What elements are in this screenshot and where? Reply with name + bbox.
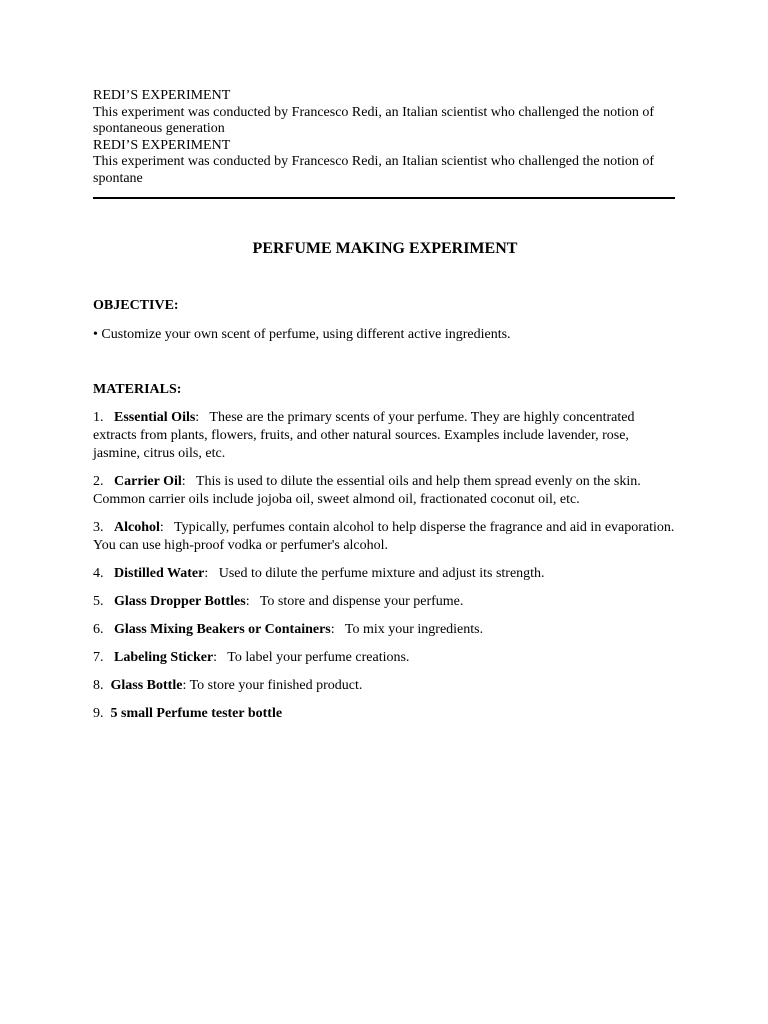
item-name: Essential Oils	[114, 410, 196, 425]
list-item	[93, 519, 677, 555]
item-name: Carrier Oil	[114, 474, 182, 489]
header-text-1: This experiment was conducted by Francesco Redi, an Italian scientist who challenged the notion of spontaneous generation	[93, 104, 655, 136]
list-item	[93, 621, 677, 639]
item-name: Alcohol	[114, 520, 160, 535]
item-number: 6.	[93, 622, 114, 637]
item-description: : Used to dilute the perfume mixture and adjust its strength.	[204, 566, 545, 581]
horizontal-rule	[93, 197, 675, 199]
header-title-1: REDI’S EXPERIMENT	[93, 88, 231, 103]
item-number: 8.	[93, 678, 111, 693]
item-description: : To store your finished product.	[182, 678, 363, 693]
item-name: Glass Mixing Beakers or Containers	[114, 622, 331, 637]
list-item	[93, 677, 677, 695]
item-name: Glass Dropper Bottles	[114, 594, 246, 609]
item-number: 5.	[93, 594, 114, 609]
item-description: : To label your perfume creations.	[213, 650, 410, 665]
item-name: Labeling Sticker	[114, 650, 214, 665]
item-name: 5 small Perfume tester bottle	[110, 706, 283, 721]
list-item	[93, 593, 677, 611]
item-number: 7.	[93, 650, 114, 665]
header-block	[93, 88, 677, 187]
document-page	[93, 88, 677, 733]
item-name: Distilled Water	[114, 566, 205, 581]
item-description: : Typically, perfumes contain alcohol to help disperse the fragrance and aid in evaporation. You can use high-proof vodka or perfumer's alcohol.	[93, 520, 675, 553]
item-number: 9.	[93, 706, 111, 721]
list-item	[93, 409, 677, 463]
item-description: : These are the primary scents of your perfume. They are highly concentrated extracts from plants, flowers, fruits, and other natural sources. Examples include lavender, rose, jasmine, citrus oils, etc.	[93, 410, 635, 461]
item-number: 2.	[93, 474, 114, 489]
item-number: 1.	[93, 410, 114, 425]
materials-list	[93, 409, 677, 723]
materials-heading: MATERIALS:	[93, 382, 182, 397]
objective-bullet: • Customize your own scent of perfume, using different active ingredients.	[93, 327, 511, 342]
item-name: Glass Bottle	[110, 678, 183, 693]
item-number: 3.	[93, 520, 114, 535]
list-item	[93, 565, 677, 583]
header-title-2: REDI’S EXPERIMENT	[93, 137, 231, 153]
item-description: : To store and dispense your perfume.	[245, 594, 464, 609]
item-number: 4.	[93, 566, 114, 581]
list-item	[93, 473, 677, 509]
item-description: : This is used to dilute the essential oils and help them spread evenly on the skin. Common carrier oils include jojoba oil, sweet almond oil, fractionated coconut oil, etc.	[93, 474, 641, 507]
list-item	[93, 649, 677, 667]
objective-heading: OBJECTIVE:	[93, 298, 179, 313]
list-item	[93, 705, 677, 723]
header-text-2: This experiment was conducted by Francesco Redi, an Italian scientist who challenged the notion of spontane	[93, 154, 655, 186]
item-description: : To mix your ingredients.	[330, 622, 484, 637]
document-title: PERFUME MAKING EXPERIMENT	[252, 240, 518, 257]
